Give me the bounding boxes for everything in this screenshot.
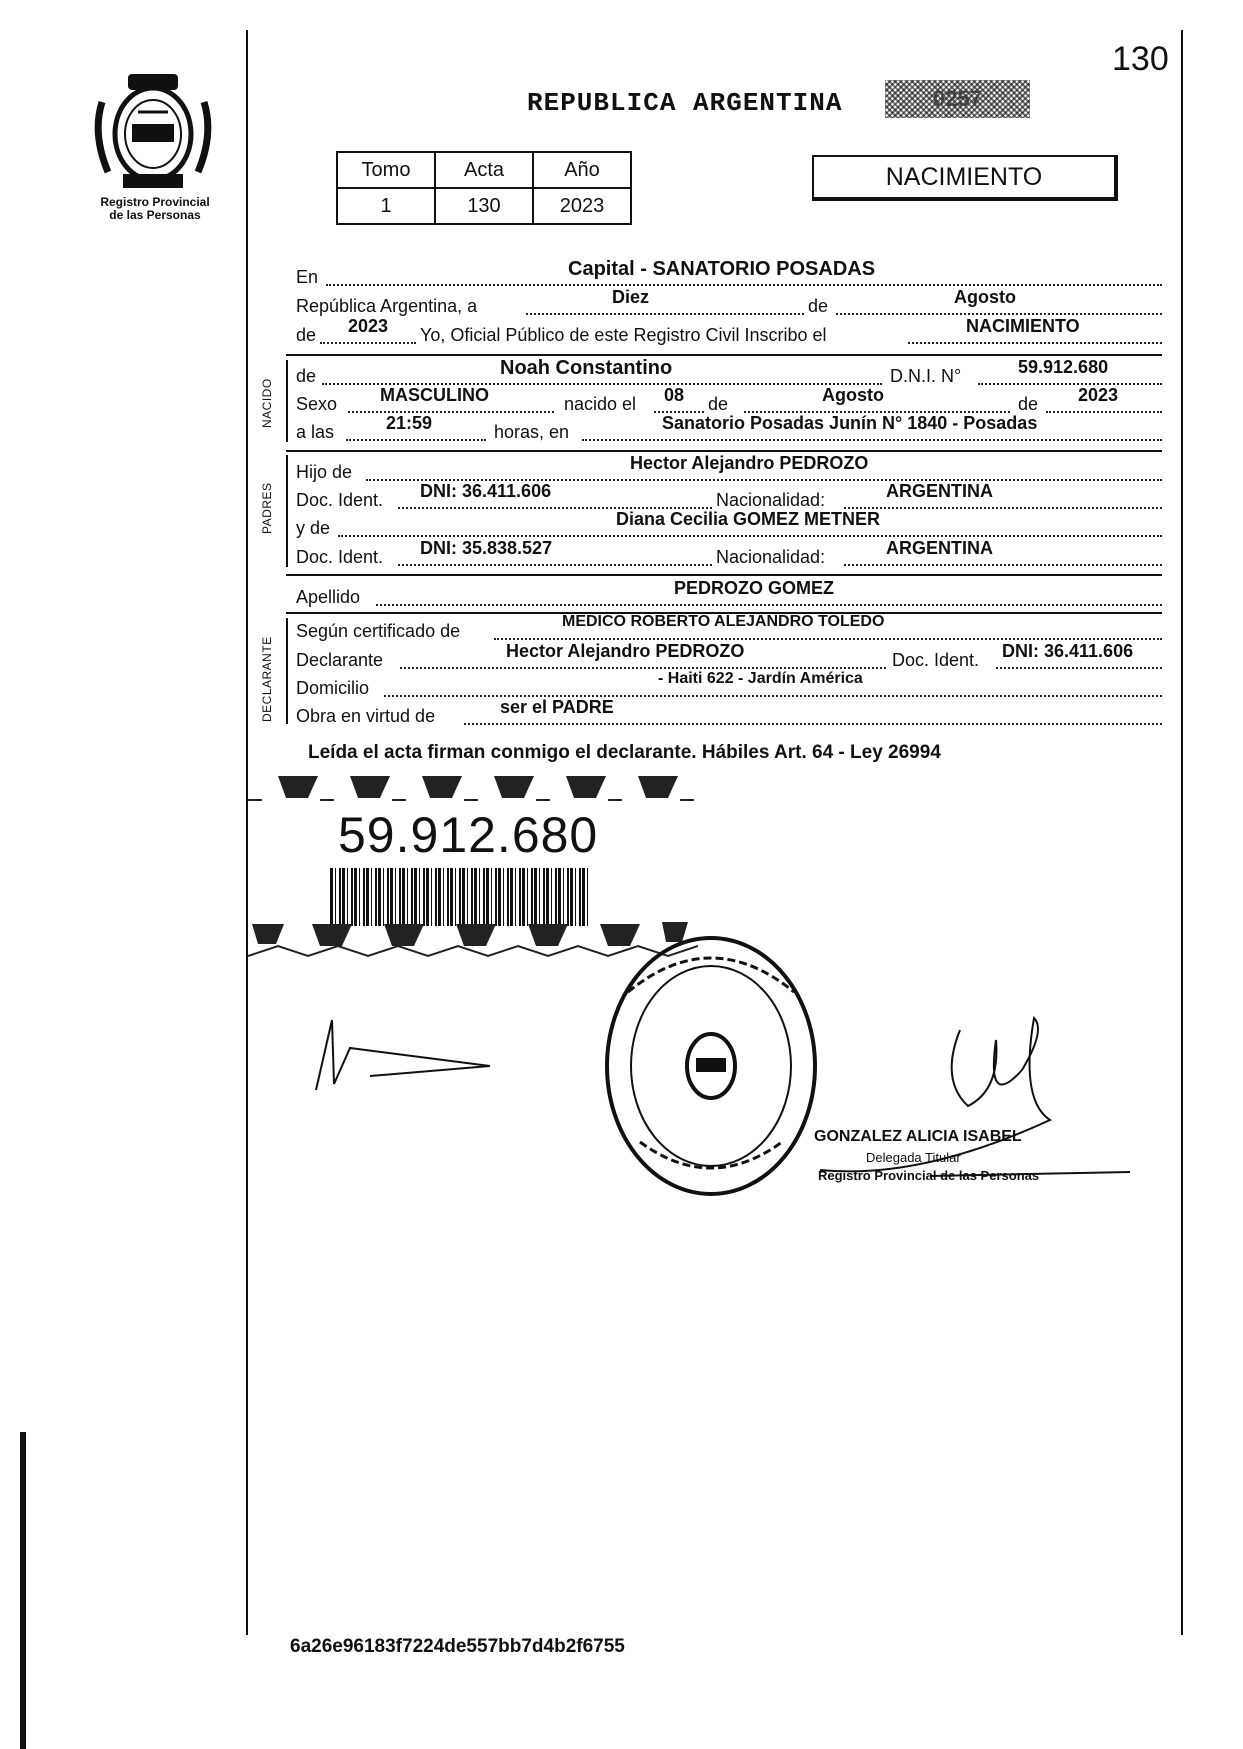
document-title: REPUBLICA ARGENTINA (527, 88, 843, 118)
security-pattern-strip (248, 770, 698, 806)
official-org: Registro Provincial de las Personas (818, 1168, 1040, 1183)
obra-label: Obra en virtud de (296, 706, 436, 726)
de-label: de (808, 296, 829, 316)
official-name: GONZALEZ ALICIA ISABEL (814, 1128, 1022, 1145)
official-signature (800, 1010, 1160, 1190)
lugar-nac-value: Sanatorio Posadas Junín N° 1840 - Posadas (662, 413, 1038, 433)
dotline (376, 604, 1162, 606)
hora-value: 21:59 (386, 413, 433, 433)
serial-stamp: 0257 (885, 80, 1030, 118)
section-bracket (286, 455, 288, 567)
apellido-value: PEDROZO GOMEZ (674, 578, 835, 598)
legal-legend: Leída el acta firman conmigo el declarante. Hábiles Art. 64 - Ley 26994 (308, 742, 941, 763)
dotline (996, 667, 1162, 669)
side-label-padres: PADRES (260, 482, 274, 534)
doc-ident-label: Doc. Ident. (892, 650, 980, 670)
dotline (320, 342, 416, 344)
dotline (1046, 411, 1162, 413)
madre-doc-value: DNI: 35.838.527 (420, 538, 553, 558)
document-hash: 6a26e96183f7224de557bb7d4b2f6755 (290, 1636, 625, 1657)
apellido-label: Apellido (296, 587, 361, 607)
act-type-box: NACIMIENTO (812, 155, 1118, 201)
provincial-crest-logo (88, 72, 218, 194)
dotline (526, 313, 804, 315)
horas-en-label: horas, en (494, 422, 570, 442)
acta-value: 130 (435, 188, 533, 224)
anio-header: Año (533, 152, 631, 188)
registry-org-name (70, 196, 240, 222)
segun-label: Según certificado de (296, 621, 461, 641)
registry-seal-stamp (600, 932, 822, 1200)
dotline (400, 667, 886, 669)
left-edge-mark (20, 1432, 26, 1749)
dotline (494, 638, 1162, 640)
declarant-signature (310, 1014, 494, 1094)
nac-anio-value: 2023 (1078, 385, 1119, 405)
a-las-label: a las (296, 422, 335, 442)
sexo-value: MASCULINO (380, 385, 489, 405)
dni-value: 59.912.680 (1018, 357, 1109, 377)
de-mes-label: de (708, 394, 729, 414)
org-line2: de las Personas (109, 208, 201, 222)
padre-value: Hector Alejandro PEDROZO (630, 453, 869, 473)
side-label-declarante: DECLARANTE (260, 636, 274, 722)
de-anio-label: de (1018, 394, 1039, 414)
dotline (346, 439, 486, 441)
tomo-value: 1 (337, 188, 435, 224)
dni-label: D.N.I. N° (890, 366, 962, 386)
obra-value: ser el PADRE (500, 697, 614, 717)
nacionalidad-label: Nacionalidad: (716, 490, 826, 510)
official-role: Delegada Titular (866, 1150, 961, 1165)
declarante-label: Declarante (296, 650, 384, 670)
madre-nac-value: ARGENTINA (886, 538, 993, 558)
sexo-label: Sexo (296, 394, 338, 414)
page-number: 130 (1112, 40, 1169, 78)
right-margin-line (1181, 30, 1183, 1635)
acta-header: Acta (435, 152, 533, 188)
madre-value: Diana Cecilia GOMEZ METNER (616, 509, 881, 529)
padre-doc-value: DNI: 36.411.606 (420, 481, 552, 501)
nombre-value: Noah Constantino (500, 357, 673, 379)
declarante-doc-value: DNI: 36.411.606 (1002, 641, 1134, 661)
section-bracket (286, 360, 288, 442)
certificado-value: MEDICO ROBERTO ALEJANDRO TOLEDO (562, 613, 885, 630)
nacionalidad-label: Nacionalidad: (716, 547, 826, 567)
dotline (464, 723, 1162, 725)
yo-label: Yo, Oficial Público de este Registro Civil Inscribo el (420, 325, 827, 345)
section-divider (286, 450, 1162, 452)
en-label: En (296, 267, 319, 287)
padre-nac-value: ARGENTINA (886, 481, 993, 501)
domicilio-label: Domicilio (296, 678, 370, 698)
dotline (908, 342, 1162, 344)
dni-large-print: 59.912.680 (338, 807, 599, 863)
anio-inscripcion-value: 2023 (348, 316, 389, 336)
section-bracket (286, 618, 288, 724)
dotline (844, 507, 1162, 509)
mes-value: Agosto (954, 287, 1016, 307)
dotline (844, 564, 1162, 566)
registry-table (336, 151, 632, 225)
dotline (398, 564, 712, 566)
nacido-el-label: nacido el (564, 394, 637, 414)
section-divider (286, 354, 1162, 356)
nac-dia-value: 08 (664, 385, 685, 405)
dotline (326, 284, 1162, 286)
section-divider (286, 574, 1162, 576)
nac-mes-value: Agosto (822, 385, 884, 405)
declarante-value: Hector Alejandro PEDROZO (506, 641, 745, 661)
anio-value: 2023 (533, 188, 631, 224)
de-nombre-label: de (296, 366, 317, 386)
y-de-label: y de (296, 518, 331, 538)
doc-ident-label: Doc. Ident. (296, 547, 384, 567)
tomo-header: Tomo (337, 152, 435, 188)
dotline (338, 535, 1162, 537)
dotline (836, 313, 1162, 315)
republica-label: República Argentina, a (296, 296, 478, 316)
domicilio-value: - Haiti 622 - Jardín América (658, 670, 863, 687)
lugar-value: Capital - SANATORIO POSADAS (568, 258, 876, 280)
dia-value: Diez (612, 287, 650, 307)
dotline (978, 383, 1162, 385)
left-margin-line (246, 30, 248, 1635)
dotline (348, 411, 554, 413)
org-line1: Registro Provincial (100, 195, 210, 209)
acto-value: NACIMIENTO (966, 316, 1080, 336)
hijo-de-label: Hijo de (296, 462, 353, 482)
side-label-nacido: NACIDO (260, 378, 274, 428)
de2-label: de (296, 325, 317, 345)
doc-ident-label: Doc. Ident. (296, 490, 384, 510)
dotline (582, 439, 1162, 441)
